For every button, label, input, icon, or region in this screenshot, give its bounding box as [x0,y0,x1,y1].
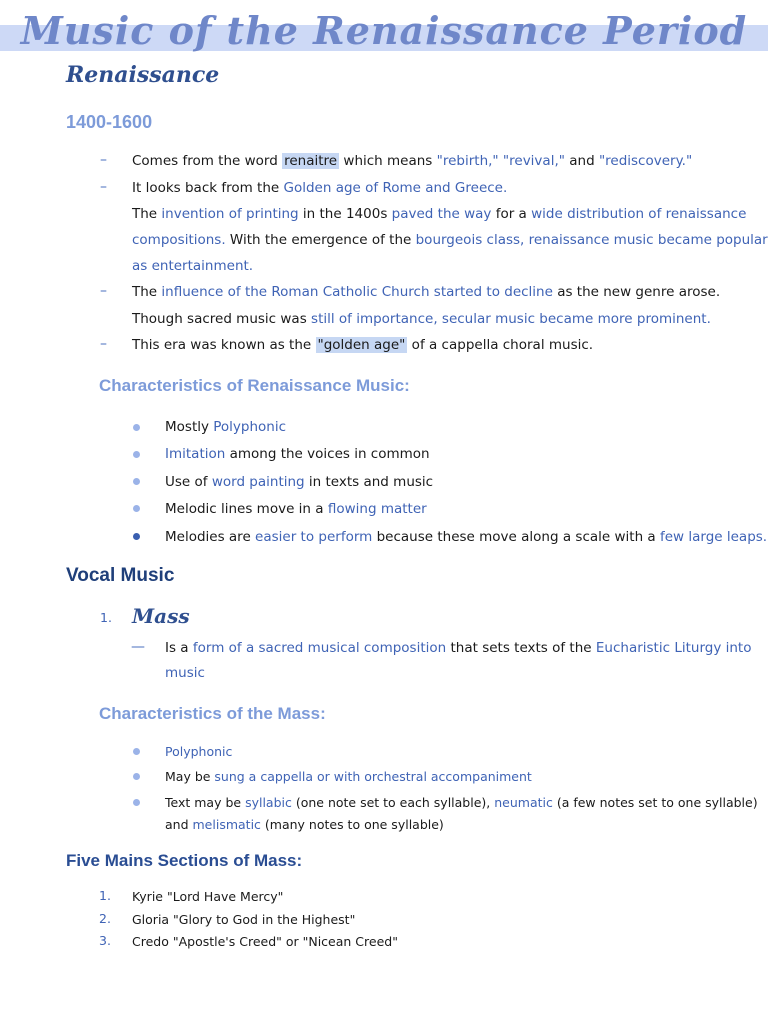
mass-char-item: Polyphonic [165,744,233,759]
bullet-dot [133,773,140,780]
section-number: 1. [99,888,111,903]
bullet-dot [133,424,140,431]
mass-char-item-cont: and melismatic (many notes to one syllable) [165,817,444,832]
char-item: Melodies are easier to perform because these move along a scale with a few large leaps. [165,529,768,545]
char-item: Imitation among the voices in common [165,446,430,462]
years-heading: 1400-1600 [66,112,153,132]
bullet-dot [133,451,140,458]
dash-bullet: – [100,152,107,168]
intro-line-8: This era was known as the "golden age" of a cappella choral music. [132,337,594,353]
intro-line-2: It looks back from the Golden age of Rome and Greece. [132,180,508,196]
mass-title: Mass [132,604,190,628]
intro-line-1: Comes from the word renaitre which means "rebirth," "revival," and "rediscovery." [132,153,693,169]
char-item: Melodic lines move in a flowing matter [165,501,427,517]
dash-bullet: – [100,283,107,299]
section-item: Gloria "Glory to God in the Highest" [132,912,356,927]
mass-char-item: May be sung a cappella or with orchestral accompaniment [165,769,532,784]
bullet-dot [133,748,140,755]
bullet-dot [133,478,140,485]
dash-bullet: — [131,639,145,655]
section-number: 3. [99,933,111,948]
intro-line-3: The invention of printing in the 1400s paved the way for a wide distribution of renaissance [132,206,747,222]
sections-heading: Five Mains Sections of Mass: [66,851,303,870]
vocal-music-heading: Vocal Music [66,565,175,586]
intro-line-4: compositions. With the emergence of the bourgeois class, renaissance music became popular [132,232,768,248]
dash-bullet: – [100,336,107,352]
mass-definition: Is a form of a sacred musical composition that sets texts of the Eucharistic Liturgy into [165,640,752,656]
bullet-dot [133,505,140,512]
section-renaissance: Renaissance [66,62,220,88]
section-number: 2. [99,911,111,926]
section-item: Kyrie "Lord Have Mercy" [132,889,284,904]
characteristics-heading: Characteristics of Renaissance Music: [99,376,410,395]
intro-line-6: The influence of the Roman Catholic Church started to decline as the new genre arose. [132,284,721,300]
mass-characteristics-heading: Characteristics of the Mass: [99,704,326,723]
char-item: Mostly Polyphonic [165,419,287,435]
bullet-dot [133,799,140,806]
mass-number: 1. [100,610,112,625]
mass-char-item: Text may be syllabic (one note set to each syllable), neumatic (a few notes set to one syllable) [165,795,758,810]
section-item: Credo "Apostle's Creed" or "Nicean Creed" [132,934,398,949]
bullet-dot [133,533,140,540]
mass-definition-cont: music [165,665,205,681]
intro-line-7: Though sacred music was still of importance, secular music became more prominent. [132,311,711,327]
intro-line-5: as entertainment. [132,258,254,274]
char-item: Use of word painting in texts and music [165,474,434,490]
page-title: Music of the Renaissance Period [20,8,748,53]
dash-bullet: – [100,179,107,195]
